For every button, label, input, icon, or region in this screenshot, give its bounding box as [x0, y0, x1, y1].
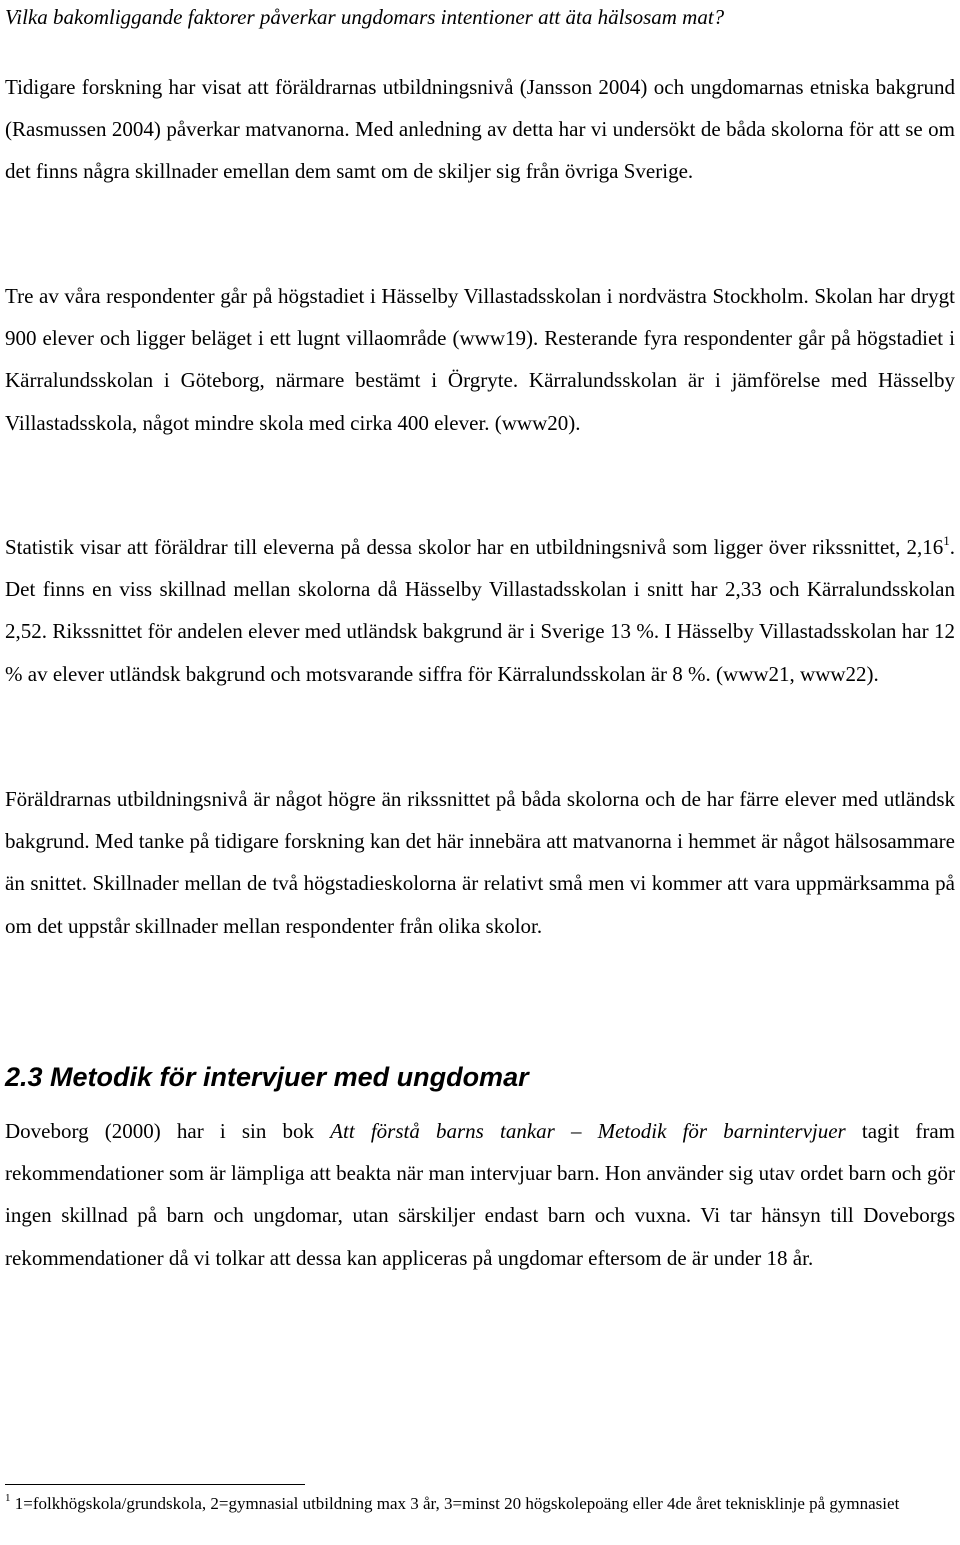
footnote-reference[interactable]: 1 [943, 533, 950, 548]
footnote-text: 1=folkhögskola/grundskola, 2=gymnasial utbildning max 3 år, 3=minst 20 högskolepoäng eller 4de året teknisklinje på gymnasiet [14, 1494, 900, 1513]
section-heading: 2.3 Metodik för intervjuer med ungdomar [5, 1062, 529, 1092]
footnote-marker: 1 [5, 1492, 11, 1504]
methodology-text-end: tagit fram rekommendationer som är lämpliga att beakta när man intervjuar barn. Hon använder sig utav ordet barn och gör ingen skillnad på barn och ungdomar, utan särskiljer endast barn och vuxna. Vi tar hänsyn till Doveborgs rekommendationer då vi tolkar att dessa kan appliceras på ungdomar eftersom de är under 18 år. [5, 1119, 956, 1270]
paragraph-conclusion: Föräldrarnas utbildningsnivå är något högre än rikssnittet på båda skolorna och de har färre elever med utländsk bakgrund. Med tanke på tidigare forskning kan det här innebära att matvanorna i hemmet är något hälsosammare än snittet. Skillnader mellan de två högstadieskolorna är relativt små men vi kommer att vara uppmärksamma på om det uppstår skillnader mellan respondenter från olika skolor. [5, 787, 955, 938]
methodology-text-start: Doveborg (2000) har i sin bok [5, 1119, 331, 1143]
paragraph-methodology [5, 1110, 955, 1279]
footnote-divider [5, 1484, 305, 1485]
statistics-text-end: . Det finns en viss skillnad mellan skolorna då Hässelby Villastadsskolan i snitt har 2,33 och Kärralundsskolan 2,52. Rikssnittet för andelen elever med utländsk bakgrund är i Sverige 13 %. I Hässelby Villastadsskolan har 12 % av elever utländsk bakgrund och motsvarande siffra för Kärralundsskolan är 8 %. (www21, www22). [5, 535, 955, 686]
paragraph-schools: Tre av våra respondenter går på högstadiet i Hässelby Villastadsskolan i nordvästra Stockholm. Skolan har drygt 900 elever och ligger beläget i ett lugnt villaområde (www19). Resterande fyra respondenter går på högstadiet i Kärralundsskolan i Göteborg, närmare bestämt i Örgryte. Kärralundsskolan är i jämförelse med Hässelby Villastadsskola, något mindre skola med cirka 400 elever. (www20). [5, 284, 955, 435]
paragraph-previous-research: Tidigare forskning har visat att föräldrarnas utbildningsnivå (Jansson 2004) och ungdomarnas etniska bakgrund (Rasmussen 2004) påverkar matvanorna. Med anledning av detta har vi undersökt de båda skolorna för att se om det finns några skillnader emellan dem samt om de skiljer sig från övriga Sverige. [5, 75, 955, 184]
question-heading: Vilka bakomliggande faktorer påverkar ungdomars intentioner att äta hälsosam mat? [5, 5, 725, 29]
book-title: Att förstå barns tankar – Metodik för barnintervjuer [330, 1119, 846, 1143]
paragraph-statistics [5, 526, 955, 695]
footnote [5, 1493, 955, 1514]
statistics-text-start: Statistik visar att föräldrar till eleverna på dessa skolor har en utbildningsnivå som ligger över rikssnittet, 2,16 [5, 535, 944, 559]
